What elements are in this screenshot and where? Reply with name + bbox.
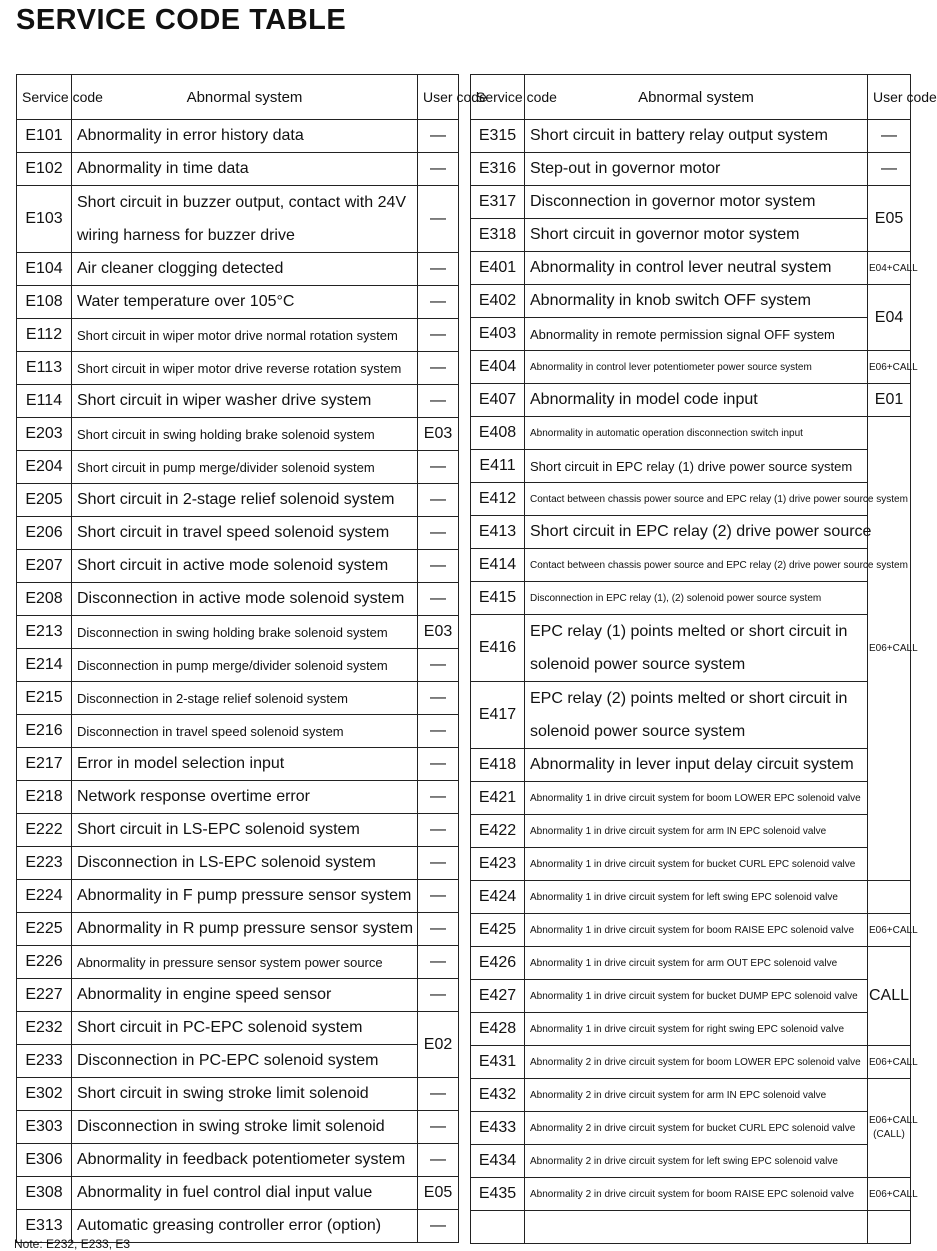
service-code: E308 — [17, 1177, 72, 1210]
table-row — [471, 848, 911, 881]
abnormal-system: Short circuit in pump merge/divider solenoid system — [72, 451, 418, 484]
table-row — [17, 319, 459, 352]
table-row — [17, 385, 459, 418]
table-row — [471, 615, 911, 682]
abnormal-system: Disconnection in swing stroke limit solenoid — [72, 1111, 418, 1144]
table-row — [17, 186, 459, 253]
service-code: E226 — [17, 946, 72, 979]
user-code: — — [418, 153, 459, 186]
table-row — [471, 749, 911, 782]
table-row — [471, 549, 911, 582]
table-row — [17, 1177, 459, 1210]
service-code: E222 — [17, 814, 72, 847]
service-code-table-left — [16, 74, 487, 1243]
table-row — [17, 781, 459, 814]
user-code: CALL — [868, 947, 911, 1046]
user-code: — — [868, 120, 911, 153]
table-row — [17, 649, 459, 682]
service-code: E101 — [17, 120, 72, 153]
table-row — [471, 815, 911, 848]
table-row — [471, 947, 911, 980]
service-code: E213 — [17, 616, 72, 649]
table-row — [471, 980, 911, 1013]
table-row — [17, 913, 459, 946]
user-code: E06+CALL — [868, 1046, 911, 1079]
empty-cell — [525, 1211, 868, 1244]
user-code: — — [868, 153, 911, 186]
user-code: — — [418, 814, 459, 847]
service-code: E412 — [471, 483, 525, 516]
abnormal-system: Abnormality 2 in drive circuit system for boom LOWER EPC solenoid valve — [525, 1046, 868, 1079]
service-code: E433 — [471, 1112, 525, 1145]
abnormal-system: EPC relay (1) points melted or short circuit in solenoid power source system — [525, 615, 868, 682]
abnormal-system: Abnormality 2 in drive circuit system for left swing EPC solenoid valve — [525, 1145, 868, 1178]
service-code: E411 — [471, 450, 525, 483]
service-code: E223 — [17, 847, 72, 880]
abnormal-system: Disconnection in 2-stage relief solenoid system — [72, 682, 418, 715]
user-code: — — [418, 880, 459, 913]
user-code: — — [418, 913, 459, 946]
abnormal-system: Abnormality 1 in drive circuit system for bucket DUMP EPC solenoid valve — [525, 980, 868, 1013]
table-row — [17, 1078, 459, 1111]
abnormal-system: Abnormality 1 in drive circuit system for left swing EPC solenoid valve — [525, 881, 868, 914]
service-code: E218 — [17, 781, 72, 814]
abnormal-system: Short circuit in wiper motor drive normal rotation system — [72, 319, 418, 352]
user-code: — — [418, 253, 459, 286]
user-code: — — [418, 517, 459, 550]
table-row — [17, 847, 459, 880]
service-code: E315 — [471, 120, 525, 153]
abnormal-system: Abnormality 1 in drive circuit system for arm OUT EPC solenoid valve — [525, 947, 868, 980]
user-code: E05 — [418, 1177, 459, 1210]
user-code: E06+CALL — [868, 1178, 911, 1211]
table-row — [17, 286, 459, 319]
service-code: E427 — [471, 980, 525, 1013]
user-code: — — [418, 649, 459, 682]
table-row — [471, 153, 911, 186]
table-row — [17, 715, 459, 748]
table-row — [471, 483, 911, 516]
empty-cell — [868, 1211, 911, 1244]
user-code: E04 — [868, 285, 911, 351]
table-row — [471, 1145, 911, 1178]
service-code: E431 — [471, 1046, 525, 1079]
abnormal-system: Short circuit in PC-EPC solenoid system — [72, 1012, 418, 1045]
table-row — [17, 352, 459, 385]
page-title: SERVICE CODE TABLE — [16, 4, 347, 36]
user-code: — — [418, 715, 459, 748]
table-row — [17, 484, 459, 517]
table-row — [471, 186, 911, 219]
user-code: — — [418, 946, 459, 979]
abnormal-system: Network response overtime error — [72, 781, 418, 814]
table-header-row — [471, 75, 911, 120]
table-row — [17, 748, 459, 781]
service-code: E102 — [17, 153, 72, 186]
table-row — [17, 814, 459, 847]
service-code: E306 — [17, 1144, 72, 1177]
abnormal-system: Step-out in governor motor — [525, 153, 868, 186]
header-service-code: Service code — [471, 75, 525, 120]
abnormal-system: Abnormality in automatic operation disconnection switch input — [525, 417, 868, 450]
abnormal-system: Abnormality in remote permission signal OFF system — [525, 318, 868, 351]
service-code: E402 — [471, 285, 525, 318]
abnormal-system: Water temperature over 105°C — [72, 286, 418, 319]
service-code: E425 — [471, 914, 525, 947]
service-code: E206 — [17, 517, 72, 550]
abnormal-system: Abnormality 2 in drive circuit system for bucket CURL EPC solenoid valve — [525, 1112, 868, 1145]
abnormal-system: Abnormality in control lever neutral system — [525, 252, 868, 285]
abnormal-system: Short circuit in battery relay output system — [525, 120, 868, 153]
table-row — [471, 516, 911, 549]
service-code: E112 — [17, 319, 72, 352]
abnormal-system: Abnormality in pressure sensor system power source — [72, 946, 418, 979]
table-row — [471, 318, 911, 351]
abnormal-system: Abnormality in fuel control dial input value — [72, 1177, 418, 1210]
service-code: E225 — [17, 913, 72, 946]
abnormal-system: Abnormality 1 in drive circuit system for arm IN EPC solenoid valve — [525, 815, 868, 848]
table-row — [471, 384, 911, 417]
service-code: E204 — [17, 451, 72, 484]
table-row — [17, 517, 459, 550]
table-row — [471, 417, 911, 450]
user-code: E06+CALL (CALL) — [868, 1079, 911, 1178]
user-code: — — [418, 319, 459, 352]
table-row — [17, 583, 459, 616]
abnormal-system: Disconnection in pump merge/divider solenoid system — [72, 649, 418, 682]
user-code: E06+CALL — [868, 417, 911, 881]
service-code: E432 — [471, 1079, 525, 1112]
service-code: E407 — [471, 384, 525, 417]
abnormal-system: Disconnection in active mode solenoid system — [72, 583, 418, 616]
abnormal-system: Abnormality 1 in drive circuit system for right swing EPC solenoid valve — [525, 1013, 868, 1046]
service-code: E313 — [17, 1210, 72, 1243]
user-code: — — [418, 781, 459, 814]
service-code: E417 — [471, 682, 525, 749]
abnormal-system: Abnormality 2 in drive circuit system for boom RAISE EPC solenoid valve — [525, 1178, 868, 1211]
table-header-row — [17, 75, 459, 120]
user-code: E05 — [868, 186, 911, 252]
table-row — [17, 616, 459, 649]
service-code: E302 — [17, 1078, 72, 1111]
table-row — [471, 252, 911, 285]
abnormal-system: Short circuit in travel speed solenoid system — [72, 517, 418, 550]
service-code: E205 — [17, 484, 72, 517]
abnormal-system: Abnormality in F pump pressure sensor system — [72, 880, 418, 913]
abnormal-system: Short circuit in swing holding brake solenoid system — [72, 418, 418, 451]
header-abnormal-system: Abnormal system — [525, 75, 868, 120]
service-code: E416 — [471, 615, 525, 682]
abnormal-system: Short circuit in governor motor system — [525, 219, 868, 252]
table-row — [17, 1111, 459, 1144]
abnormal-system: Disconnection in PC-EPC solenoid system — [72, 1045, 418, 1078]
abnormal-system: Disconnection in swing holding brake solenoid system — [72, 616, 418, 649]
user-code: — — [418, 1210, 459, 1243]
abnormal-system: Disconnection in governor motor system — [525, 186, 868, 219]
table-row — [17, 153, 459, 186]
abnormal-system: Disconnection in travel speed solenoid system — [72, 715, 418, 748]
service-code: E317 — [471, 186, 525, 219]
abnormal-system: Abnormality in time data — [72, 153, 418, 186]
table-row — [17, 880, 459, 913]
abnormal-system: Contact between chassis power source and EPC relay (2) drive power source system — [525, 549, 868, 582]
service-code: E303 — [17, 1111, 72, 1144]
table-row — [471, 881, 911, 914]
user-code: — — [418, 847, 459, 880]
service-code: E414 — [471, 549, 525, 582]
table-row — [471, 351, 911, 384]
service-code: E404 — [471, 351, 525, 384]
service-code: E423 — [471, 848, 525, 881]
user-code: — — [418, 550, 459, 583]
abnormal-system: Abnormality in error history data — [72, 120, 418, 153]
user-code: — — [418, 682, 459, 715]
service-code: E203 — [17, 418, 72, 451]
table-row — [17, 451, 459, 484]
table-row — [471, 1079, 911, 1112]
abnormal-system: Disconnection in EPC relay (1), (2) solenoid power source system — [525, 582, 868, 615]
user-code: — — [418, 1078, 459, 1111]
abnormal-system: Air cleaner clogging detected — [72, 253, 418, 286]
abnormal-system: Abnormality 1 in drive circuit system for boom LOWER EPC solenoid valve — [525, 782, 868, 815]
abnormal-system: Short circuit in EPC relay (2) drive power source — [525, 516, 868, 549]
abnormal-system: Abnormality 1 in drive circuit system for boom RAISE EPC solenoid valve — [525, 914, 868, 947]
user-code: — — [418, 979, 459, 1012]
user-code: E04+CALL — [868, 252, 911, 285]
user-code: — — [418, 186, 459, 253]
service-code: E216 — [17, 715, 72, 748]
abnormal-system: Abnormality in model code input — [525, 384, 868, 417]
service-code: E224 — [17, 880, 72, 913]
table-row — [17, 550, 459, 583]
abnormal-system: Short circuit in wiper motor drive reverse rotation system — [72, 352, 418, 385]
user-code: E06+CALL — [868, 914, 911, 947]
abnormal-system: Contact between chassis power source and EPC relay (1) drive power source system — [525, 483, 868, 516]
user-code: — — [418, 1111, 459, 1144]
abnormal-system: Abnormality in knob switch OFF system — [525, 285, 868, 318]
user-code: — — [418, 286, 459, 319]
abnormal-system: Abnormality 2 in drive circuit system for arm IN EPC solenoid valve — [525, 1079, 868, 1112]
table-row — [17, 1144, 459, 1177]
user-code: — — [418, 1144, 459, 1177]
service-code: E318 — [471, 219, 525, 252]
table-row — [471, 1112, 911, 1145]
abnormal-system: Abnormality in R pump pressure sensor system — [72, 913, 418, 946]
service-code: E233 — [17, 1045, 72, 1078]
abnormal-system: Abnormality in feedback potentiometer system — [72, 1144, 418, 1177]
abnormal-system: Short circuit in swing stroke limit solenoid — [72, 1078, 418, 1111]
user-code: E03 — [418, 616, 459, 649]
table-row — [17, 1045, 459, 1078]
service-code: E113 — [17, 352, 72, 385]
header-user-code: User code — [868, 75, 911, 120]
service-code: E401 — [471, 252, 525, 285]
service-code: E422 — [471, 815, 525, 848]
table-row — [17, 120, 459, 153]
table-row — [17, 1012, 459, 1045]
abnormal-system: Short circuit in LS-EPC solenoid system — [72, 814, 418, 847]
service-code: E403 — [471, 318, 525, 351]
service-code: E227 — [17, 979, 72, 1012]
service-code: E434 — [471, 1145, 525, 1178]
abnormal-system: Short circuit in wiper washer drive system — [72, 385, 418, 418]
table-row-empty — [471, 1211, 911, 1244]
service-code: E114 — [17, 385, 72, 418]
service-code: E418 — [471, 749, 525, 782]
service-code: E217 — [17, 748, 72, 781]
abnormal-system: Disconnection in LS-EPC solenoid system — [72, 847, 418, 880]
service-code-table-right — [470, 74, 937, 1244]
user-code: E01 — [868, 384, 911, 417]
service-code: E232 — [17, 1012, 72, 1045]
user-code: — — [418, 748, 459, 781]
abnormal-system: Short circuit in EPC relay (1) drive power source system — [525, 450, 868, 483]
service-code: E207 — [17, 550, 72, 583]
service-code: E415 — [471, 582, 525, 615]
header-service-code: Service code — [17, 75, 72, 120]
service-code: E208 — [17, 583, 72, 616]
table-row — [17, 946, 459, 979]
abnormal-system: Abnormality in engine speed sensor — [72, 979, 418, 1012]
table-row — [17, 253, 459, 286]
header-user-code: User code — [418, 75, 459, 120]
table-row — [471, 782, 911, 815]
service-code: E421 — [471, 782, 525, 815]
user-code: E06+CALL — [868, 351, 911, 384]
table-row — [17, 979, 459, 1012]
service-code: E435 — [471, 1178, 525, 1211]
table-row — [471, 1013, 911, 1046]
user-code: — — [418, 120, 459, 153]
abnormal-system: Abnormality in lever input delay circuit system — [525, 749, 868, 782]
service-code: E424 — [471, 881, 525, 914]
table-row — [471, 1046, 911, 1079]
service-code: E103 — [17, 186, 72, 253]
user-code: — — [418, 451, 459, 484]
service-code: E104 — [17, 253, 72, 286]
table-row — [471, 219, 911, 252]
service-code: E413 — [471, 516, 525, 549]
abnormal-system: Automatic greasing controller error (option) — [72, 1210, 418, 1243]
table-row — [471, 120, 911, 153]
user-code: — — [418, 583, 459, 616]
table-row — [471, 1178, 911, 1211]
user-code: E03 — [418, 418, 459, 451]
abnormal-system: Error in model selection input — [72, 748, 418, 781]
footnote: Note: E232, E233, E3 — [14, 1237, 131, 1251]
service-code: E215 — [17, 682, 72, 715]
user-code: — — [418, 484, 459, 517]
user-code: — — [418, 352, 459, 385]
service-code: E108 — [17, 286, 72, 319]
service-code: E316 — [471, 153, 525, 186]
service-code: E408 — [471, 417, 525, 450]
table-row — [471, 285, 911, 318]
table-row — [471, 682, 911, 749]
table-row — [17, 418, 459, 451]
abnormal-system: Abnormality 1 in drive circuit system for bucket CURL EPC solenoid valve — [525, 848, 868, 881]
abnormal-system: Short circuit in buzzer output, contact with 24V wiring harness for buzzer drive — [72, 186, 418, 253]
header-abnormal-system: Abnormal system — [72, 75, 418, 120]
table-row — [471, 582, 911, 615]
user-code: — — [418, 385, 459, 418]
abnormal-system: Short circuit in active mode solenoid system — [72, 550, 418, 583]
empty-cell — [471, 1211, 525, 1244]
service-code: E428 — [471, 1013, 525, 1046]
table-row — [471, 914, 911, 947]
abnormal-system: EPC relay (2) points melted or short circuit in solenoid power source system — [525, 682, 868, 749]
table-row — [17, 682, 459, 715]
table-row — [471, 450, 911, 483]
abnormal-system: Short circuit in 2-stage relief solenoid system — [72, 484, 418, 517]
abnormal-system: Abnormality in control lever potentiometer power source system — [525, 351, 868, 384]
service-code: E214 — [17, 649, 72, 682]
user-code: E02 — [418, 1012, 459, 1078]
service-code: E426 — [471, 947, 525, 980]
